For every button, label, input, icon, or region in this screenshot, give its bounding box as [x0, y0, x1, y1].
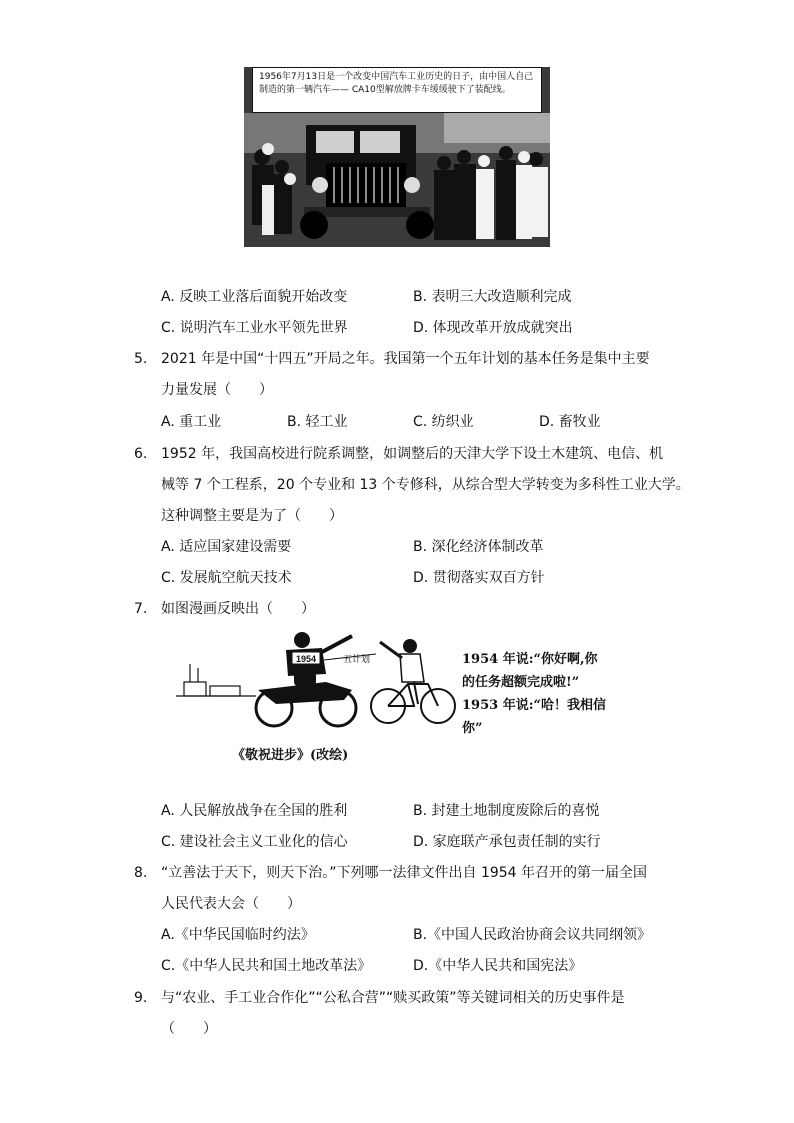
- q9-stem-line-2: （ ）: [161, 1021, 217, 1037]
- q4-option-c[interactable]: C. 说明汽车工业水平领先世界: [161, 320, 348, 336]
- q7-option-b[interactable]: B. 封建土地制度废除后的喜悦: [413, 803, 600, 819]
- q4-option-a[interactable]: A. 反映工业落后面貌开始改变: [161, 289, 348, 305]
- photo-caption: 1956年7月13日是一个改变中国汽车工业历史的日子，由中国人自己制造的第一辆汽车—— CA10型解放牌卡车缓缓驶下了装配线。: [252, 67, 542, 113]
- q6-option-a[interactable]: A. 适应国家建设需要: [161, 539, 292, 555]
- q8-stem-line-1: “立善法于天下，则天下治。”下列哪一法律文件出自 1954 年召开的第一届全国: [161, 865, 648, 881]
- q8-option-d[interactable]: D.《中华人民共和国宪法》: [413, 958, 583, 974]
- q8-option-c[interactable]: C.《中华人民共和国土地改革法》: [161, 958, 372, 974]
- q9-stem-line-1: 与“农业、手工业合作化”“公私合营”“赎买政策”等关键词相关的历史事件是: [161, 990, 625, 1006]
- q6-stem-line-3: 这种调整主要是为了（ ）: [161, 508, 343, 524]
- q6-option-c[interactable]: C. 发展航空航天技术: [161, 570, 292, 586]
- q7-option-d[interactable]: D. 家庭联产承包责任制的实行: [413, 834, 601, 850]
- cartoon-speech-line-4: 你”: [462, 721, 483, 736]
- cartoon-speech-line-3: 1953 年说:“哈！我相信: [462, 698, 606, 713]
- q8-number: 8.: [134, 865, 148, 881]
- q6-stem-line-2: 械等 7 个工程系，20 个专业和 13 个专修科，从综合型大学转变为多科性工业大学。: [161, 477, 690, 493]
- cartoon-speech: [462, 648, 632, 740]
- q6-number: 6.: [134, 446, 148, 462]
- q5-option-c[interactable]: C. 纺织业: [413, 414, 474, 430]
- q5-stem-line-2: 力量发展（ ）: [161, 382, 273, 398]
- q7-option-a[interactable]: A. 人民解放战争在全国的胜利: [161, 803, 348, 819]
- badge-plan-text: 一五计划: [333, 655, 371, 665]
- cartoon-speech-line-1: 1954 年说:“你好啊,你: [462, 652, 598, 667]
- q7-number: 7.: [134, 601, 148, 617]
- q5-option-a[interactable]: A. 重工业: [161, 414, 222, 430]
- q4-option-d[interactable]: D. 体现改革开放成就突出: [413, 320, 573, 336]
- q8-option-b[interactable]: B.《中国人民政治协商会议共同纲领》: [413, 927, 652, 943]
- q8-stem-line-2: 人民代表大会（ ）: [161, 896, 301, 912]
- badge-1954-text: 1954: [295, 654, 317, 664]
- cartoon-speech-line-2: 的任务超额完成啦!”: [462, 675, 580, 690]
- q7-option-c[interactable]: C. 建设社会主义工业化的信心: [161, 834, 348, 850]
- q7-stem-line-1: 如图漫画反映出（ ）: [161, 601, 315, 617]
- q5-number: 5.: [134, 351, 148, 367]
- q8-option-a[interactable]: A.《中华民国临时约法》: [161, 927, 315, 943]
- q5-option-d[interactable]: D. 畜牧业: [539, 414, 601, 430]
- q5-option-b[interactable]: B. 轻工业: [287, 414, 348, 430]
- q6-option-b[interactable]: B. 深化经济体制改革: [413, 539, 544, 555]
- q6-stem-line-1: 1952 年，我国高校进行院系调整，如调整后的天津大学下设土木建筑、电信、机: [161, 446, 664, 462]
- cartoon-caption: 《敬祝进步》(改绘): [232, 748, 349, 763]
- q6-option-d[interactable]: D. 贯彻落实双百方针: [413, 570, 545, 586]
- q4-option-b[interactable]: B. 表明三大改造顺利完成: [413, 289, 572, 305]
- truck-photo: [244, 67, 550, 247]
- motorcycle-bicycle-cartoon: [176, 624, 462, 740]
- q5-stem-line-1: 2021 年是中国“十四五”开局之年。我国第一个五年计划的基本任务是集中主要: [161, 351, 650, 367]
- q9-number: 9.: [134, 990, 148, 1006]
